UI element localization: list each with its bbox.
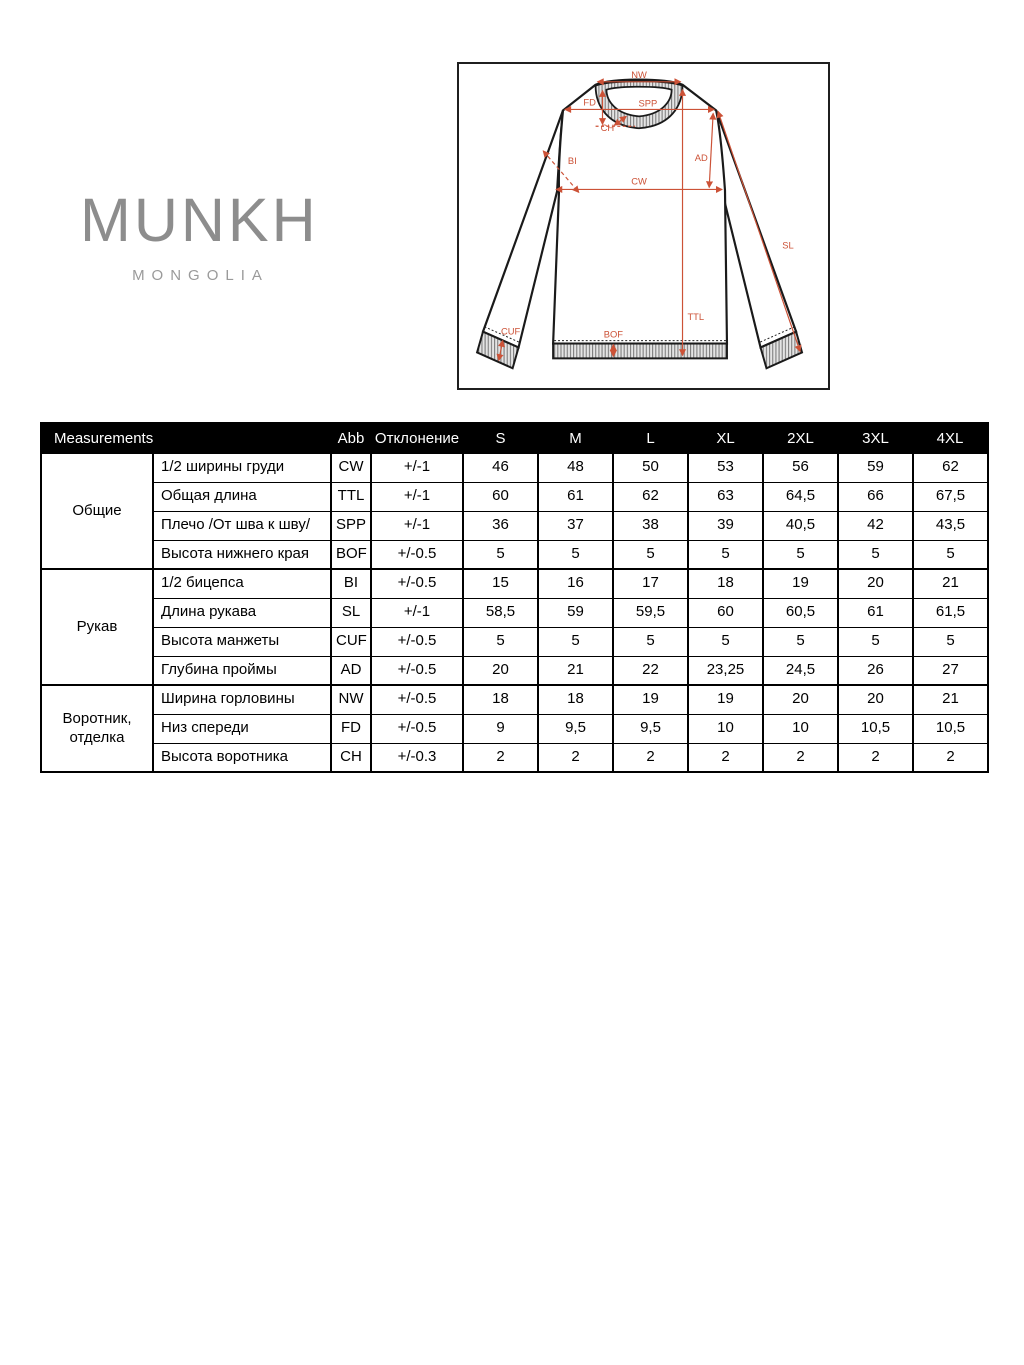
- size-value-cell: 18: [463, 685, 538, 714]
- cw-label: CW: [631, 176, 647, 187]
- size-value-cell: 16: [538, 569, 613, 598]
- size-value-cell: 18: [538, 685, 613, 714]
- size-value-cell: 10,5: [913, 714, 988, 743]
- cuf-label: CUF: [500, 326, 521, 337]
- size-value-cell: 5: [688, 627, 763, 656]
- size-value-cell: 5: [838, 540, 913, 569]
- size-value-cell: 19: [763, 569, 838, 598]
- abbreviation-cell: CUF: [331, 627, 371, 656]
- size-value-cell: 20: [838, 569, 913, 598]
- ch-label: CH: [600, 123, 615, 134]
- size-value-cell: 21: [913, 685, 988, 714]
- size-value-cell: 64,5: [763, 482, 838, 511]
- left-sleeve: [483, 110, 563, 347]
- brand-subtitle: MONGOLIA: [132, 267, 269, 284]
- table-row: [41, 627, 988, 656]
- size-value-cell: 20: [763, 685, 838, 714]
- tolerance-cell: +/-0.5: [371, 714, 463, 743]
- size-value-cell: 9: [463, 714, 538, 743]
- size-column-header: XL: [688, 423, 763, 453]
- size-value-cell: 18: [688, 569, 763, 598]
- sweater-diagram-svg: [459, 64, 828, 388]
- table-row: [41, 540, 988, 569]
- size-value-cell: 20: [463, 656, 538, 685]
- tolerance-cell: +/-1: [371, 482, 463, 511]
- group-cell: Общие: [41, 453, 153, 569]
- abbreviation-cell: BI: [331, 569, 371, 598]
- size-value-cell: 59: [838, 453, 913, 482]
- size-value-cell: 62: [613, 482, 688, 511]
- size-value-cell: 5: [913, 627, 988, 656]
- size-value-cell: 40,5: [763, 511, 838, 540]
- size-value-cell: 5: [763, 627, 838, 656]
- size-value-cell: 5: [463, 627, 538, 656]
- size-value-cell: 5: [538, 627, 613, 656]
- spp-label: SPP: [638, 98, 658, 109]
- bof-label: BOF: [603, 329, 624, 340]
- size-column-header: S: [463, 423, 538, 453]
- brand-name: MUNKH: [80, 186, 319, 254]
- size-value-cell: 66: [838, 482, 913, 511]
- size-value-cell: 23,25: [688, 656, 763, 685]
- brand-logo: [80, 186, 319, 284]
- size-value-cell: 21: [538, 656, 613, 685]
- size-value-cell: 60: [688, 598, 763, 627]
- tolerance-cell: +/-1: [371, 598, 463, 627]
- table-row: [41, 656, 988, 685]
- size-value-cell: 2: [913, 743, 988, 772]
- fd-label: FD: [583, 97, 596, 108]
- measurement-label-cell: 1/2 бицепса: [153, 569, 331, 598]
- abbreviation-cell: SL: [331, 598, 371, 627]
- size-value-cell: 22: [613, 656, 688, 685]
- size-value-cell: 9,5: [613, 714, 688, 743]
- size-value-cell: 19: [688, 685, 763, 714]
- size-column-header: L: [613, 423, 688, 453]
- table-row: [41, 685, 988, 714]
- nw-label: NW: [631, 69, 647, 80]
- right-sleeve: [716, 110, 796, 347]
- size-column-header: 2XL: [763, 423, 838, 453]
- size-value-cell: 2: [838, 743, 913, 772]
- size-value-cell: 2: [763, 743, 838, 772]
- sweater-diagram: [457, 62, 830, 390]
- table-row: [41, 743, 988, 772]
- size-value-cell: 17: [613, 569, 688, 598]
- size-value-cell: 38: [613, 511, 688, 540]
- size-value-cell: 21: [913, 569, 988, 598]
- col-header-abb: Abb: [331, 423, 371, 453]
- tolerance-cell: +/-0.5: [371, 685, 463, 714]
- col-header-measurements: Measurements: [41, 423, 331, 453]
- size-value-cell: 10: [688, 714, 763, 743]
- measurement-label-cell: 1/2 ширины груди: [153, 453, 331, 482]
- size-value-cell: 63: [688, 482, 763, 511]
- size-value-cell: 36: [463, 511, 538, 540]
- size-value-cell: 37: [538, 511, 613, 540]
- size-value-cell: 26: [838, 656, 913, 685]
- col-header-deviation: Отклонение: [371, 423, 463, 453]
- tolerance-cell: +/-0.5: [371, 569, 463, 598]
- size-value-cell: 60: [463, 482, 538, 511]
- abbreviation-cell: CH: [331, 743, 371, 772]
- group-cell: Рукав: [41, 569, 153, 685]
- group-cell: Воротник, отделка: [41, 685, 153, 772]
- abbreviation-cell: NW: [331, 685, 371, 714]
- size-column-header: 3XL: [838, 423, 913, 453]
- tolerance-cell: +/-1: [371, 453, 463, 482]
- size-value-cell: 5: [688, 540, 763, 569]
- size-value-cell: 67,5: [913, 482, 988, 511]
- size-value-cell: 62: [913, 453, 988, 482]
- table-row: [41, 569, 988, 598]
- size-value-cell: 10,5: [838, 714, 913, 743]
- size-value-cell: 5: [913, 540, 988, 569]
- measurements-table: [40, 422, 989, 773]
- ad-label: AD: [694, 152, 708, 163]
- size-value-cell: 2: [463, 743, 538, 772]
- size-value-cell: 59: [538, 598, 613, 627]
- measurement-label-cell: Ширина горловины: [153, 685, 331, 714]
- sl-label: SL: [782, 240, 794, 251]
- size-value-cell: 2: [538, 743, 613, 772]
- size-value-cell: 19: [613, 685, 688, 714]
- hem-band: [553, 344, 727, 359]
- table-row: [41, 453, 988, 482]
- table-row: [41, 511, 988, 540]
- abbreviation-cell: BOF: [331, 540, 371, 569]
- size-value-cell: 61,5: [913, 598, 988, 627]
- bi-label: BI: [567, 155, 577, 166]
- size-value-cell: 46: [463, 453, 538, 482]
- tolerance-cell: +/-1: [371, 511, 463, 540]
- measurement-label-cell: Глубина проймы: [153, 656, 331, 685]
- table-row: [41, 598, 988, 627]
- measurement-label-cell: Высота воротника: [153, 743, 331, 772]
- size-value-cell: 24,5: [763, 656, 838, 685]
- size-value-cell: 58,5: [463, 598, 538, 627]
- tolerance-cell: +/-0.5: [371, 627, 463, 656]
- size-value-cell: 5: [538, 540, 613, 569]
- size-value-cell: 2: [688, 743, 763, 772]
- size-value-cell: 42: [838, 511, 913, 540]
- size-value-cell: 5: [613, 627, 688, 656]
- size-value-cell: 5: [613, 540, 688, 569]
- ttl-label: TTL: [687, 311, 705, 322]
- size-value-cell: 56: [763, 453, 838, 482]
- size-value-cell: 5: [763, 540, 838, 569]
- measurement-label-cell: Длина рукава: [153, 598, 331, 627]
- size-value-cell: 20: [838, 685, 913, 714]
- abbreviation-cell: CW: [331, 453, 371, 482]
- tolerance-cell: +/-0.5: [371, 656, 463, 685]
- size-value-cell: 5: [838, 627, 913, 656]
- size-value-cell: 10: [763, 714, 838, 743]
- size-value-cell: 60,5: [763, 598, 838, 627]
- size-value-cell: 2: [613, 743, 688, 772]
- tolerance-cell: +/-0.5: [371, 540, 463, 569]
- abbreviation-cell: SPP: [331, 511, 371, 540]
- measurement-label-cell: Плечо /От шва к шву/: [153, 511, 331, 540]
- size-value-cell: 61: [538, 482, 613, 511]
- abbreviation-cell: TTL: [331, 482, 371, 511]
- size-column-header: M: [538, 423, 613, 453]
- measurement-label-cell: Общая длина: [153, 482, 331, 511]
- size-value-cell: 9,5: [538, 714, 613, 743]
- size-value-cell: 48: [538, 453, 613, 482]
- size-value-cell: 43,5: [913, 511, 988, 540]
- abbreviation-cell: AD: [331, 656, 371, 685]
- size-column-header: 4XL: [913, 423, 988, 453]
- table-row: [41, 714, 988, 743]
- size-value-cell: 39: [688, 511, 763, 540]
- size-value-cell: 27: [913, 656, 988, 685]
- size-value-cell: 15: [463, 569, 538, 598]
- table-row: [41, 482, 988, 511]
- measurement-label-cell: Высота манжеты: [153, 627, 331, 656]
- measurement-label-cell: Низ спереди: [153, 714, 331, 743]
- size-value-cell: 50: [613, 453, 688, 482]
- size-value-cell: 53: [688, 453, 763, 482]
- table-header-row: [41, 423, 988, 453]
- size-value-cell: 61: [838, 598, 913, 627]
- tolerance-cell: +/-0.3: [371, 743, 463, 772]
- size-value-cell: 59,5: [613, 598, 688, 627]
- size-value-cell: 5: [463, 540, 538, 569]
- abbreviation-cell: FD: [331, 714, 371, 743]
- measurement-label-cell: Высота нижнего края: [153, 540, 331, 569]
